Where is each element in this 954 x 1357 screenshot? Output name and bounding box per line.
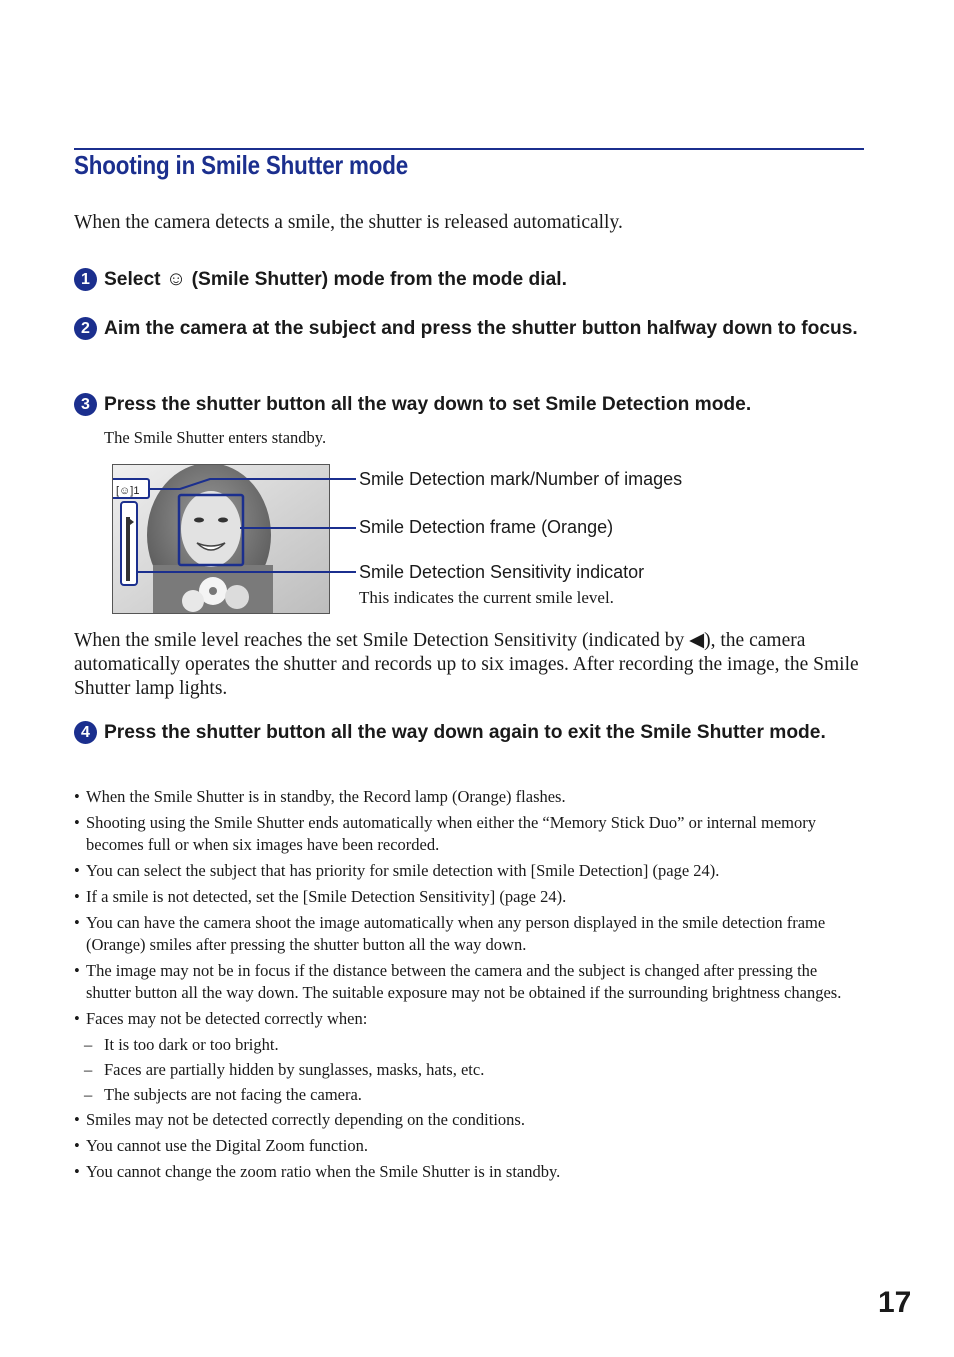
bullet-marker: • (74, 1162, 80, 1181)
callout-smile-frame: Smile Detection frame (Orange) (359, 517, 614, 537)
camera-screen-image (113, 465, 329, 613)
smile-shutter-icon: ☺ (165, 268, 187, 290)
list-item (74, 960, 864, 1004)
sub-list-item (74, 1084, 864, 1106)
list-item-text: You cannot use the Digital Zoom function. (86, 1136, 368, 1155)
list-item (74, 912, 864, 956)
list-item-text: The image may not be in focus if the distance between the camera and the subject is changed after pressing the shutter button all the way down. The suitable exposure may not be obtained if the surrounding brightness changes. (86, 961, 842, 1002)
callout-smile-mark: Smile Detection mark/Number of images (359, 469, 683, 489)
camera-screen-illustration (112, 464, 330, 614)
list-item-text: Faces are partially hidden by sunglasses, masks, hats, etc. (104, 1060, 485, 1079)
list-item-text: Shooting using the Smile Shutter ends automatically when either the “Memory Stick Duo” or internal memory becomes full or when six images have been recorded. (86, 813, 816, 854)
step-1-text-after: (Smile Shutter) mode from the mode dial. (191, 269, 567, 290)
bullet-marker: • (74, 861, 80, 880)
list-item (74, 860, 864, 882)
section-heading: Shooting in Smile Shutter mode (74, 150, 408, 180)
list-item-text: You can have the camera shoot the image automatically when any person displayed in the smile detection frame (Orange) smiles after pressing the shutter button all the way down. (86, 913, 826, 954)
step-1-number: 1 (74, 268, 97, 291)
list-item (74, 1008, 864, 1030)
step-3-text: Press the shutter button all the way down to set Smile Detection mode. (104, 394, 752, 415)
intro-text: When the camera detects a smile, the shutter is released automatically. (74, 212, 623, 233)
bullet-marker: • (74, 1009, 80, 1028)
list-item (74, 812, 864, 856)
dash-marker: – (84, 1035, 93, 1054)
step-4-text: Press the shutter button all the way down again to exit the Smile Shutter mode. (104, 722, 826, 743)
list-item-text: When the Smile Shutter is in standby, the Record lamp (Orange) flashes. (86, 787, 566, 806)
list-item-text: You cannot change the zoom ratio when the Smile Shutter is in standby. (86, 1162, 561, 1181)
list-item-text: Smiles may not be detected correctly depending on the conditions. (86, 1110, 525, 1129)
sensitivity-indicator-bar (126, 517, 130, 581)
bullet-marker: • (74, 787, 80, 806)
bullet-marker: • (74, 1110, 80, 1129)
list-item-text: If a smile is not detected, set the [Smile Detection Sensitivity] (page 24). (86, 887, 567, 906)
callout-sensitivity-indicator: Smile Detection Sensitivity indicator (359, 562, 645, 582)
callout-sensitivity-note: This indicates the current smile level. (359, 588, 614, 607)
list-item-text: Faces may not be detected correctly when: (86, 1009, 368, 1028)
bullet-marker: • (74, 961, 80, 980)
list-item (74, 1161, 864, 1183)
smile-detection-mark: [☺]1 (116, 485, 140, 497)
bullet-marker: • (74, 1136, 80, 1155)
step-2-number: 2 (74, 317, 97, 340)
dash-marker: – (84, 1085, 93, 1104)
bullet-marker: • (74, 913, 80, 932)
list-item-text: The subjects are not facing the camera. (104, 1085, 362, 1104)
bullet-marker: • (74, 813, 80, 832)
step-4-number: 4 (74, 721, 97, 744)
list-item-text: You can select the subject that has priority for smile detection with [Smile Detection] (page 24). (86, 861, 720, 880)
page-number: 17 (878, 1286, 912, 1319)
step-1-text-before: Select (104, 269, 161, 290)
list-item-text: It is too dark or too bright. (104, 1035, 279, 1054)
sub-list-item (74, 1059, 864, 1081)
step-3-note: The Smile Shutter enters standby. (104, 428, 327, 447)
list-item (74, 886, 864, 908)
dash-marker: – (84, 1060, 93, 1079)
sub-list-item (74, 1034, 864, 1056)
list-item (74, 1135, 864, 1157)
notes-list (74, 786, 864, 1187)
bullet-marker: • (74, 887, 80, 906)
step-3-number: 3 (74, 393, 97, 416)
list-item (74, 786, 864, 808)
list-item (74, 1109, 864, 1131)
body-paragraph: When the smile level reaches the set Smile Detection Sensitivity (indicated by ◀), the camera automatically operates the shutter and records up to six images. After recording the image, the Smile Shutter lamp lights. (74, 630, 859, 699)
step-2-text: Aim the camera at the subject and press the shutter button halfway down to focus. (104, 318, 858, 339)
